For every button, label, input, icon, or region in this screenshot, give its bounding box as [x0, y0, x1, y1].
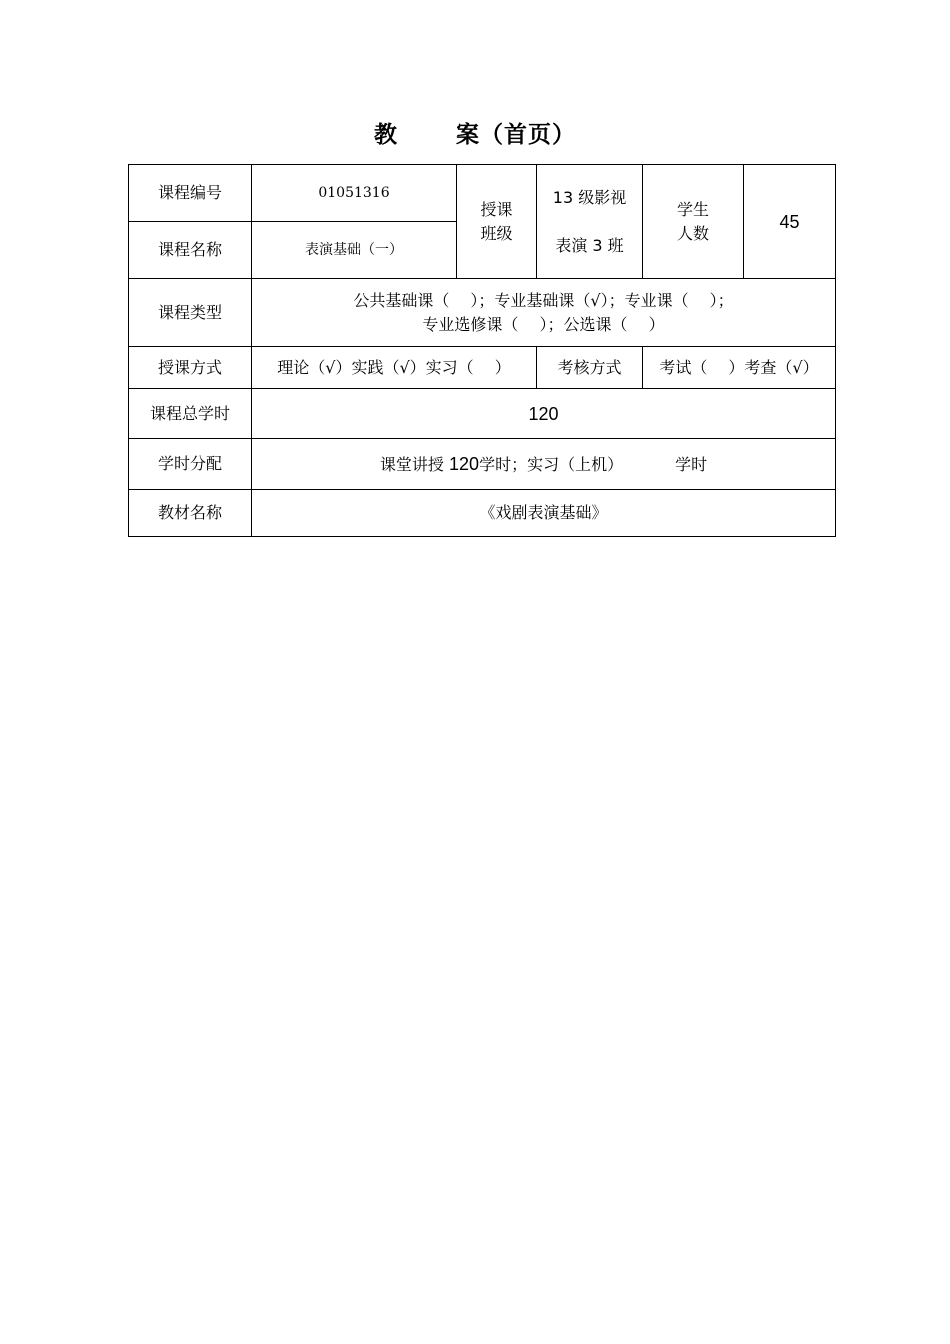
hours-dist-value	[252, 439, 836, 490]
textbook-value: 《戏剧表演基础》	[252, 490, 836, 537]
course-type-line1: 公共基础课（ ）；专业基础课（√）；专业课（ ）；	[353, 290, 734, 310]
total-hours-label: 课程总学时	[129, 389, 252, 439]
title-part1: 教	[374, 122, 398, 148]
class-label	[457, 165, 537, 279]
course-name-value: 表演基础（一）	[252, 222, 457, 279]
hours-dist-part2: 学时；实习（上机）	[479, 454, 624, 474]
students-value: 45	[744, 165, 836, 279]
page-title	[0, 116, 950, 149]
total-hours-value: 120	[252, 389, 836, 439]
course-name-label: 课程名称	[129, 222, 252, 279]
hours-dist-label: 学时分配	[129, 439, 252, 490]
course-code-value: 01051316	[252, 165, 457, 222]
assessment-value: 考试（ ）考查（√）	[643, 347, 836, 389]
table-row	[129, 389, 836, 439]
hours-dist-part1: 课堂讲授	[379, 454, 444, 474]
table-row	[129, 347, 836, 389]
title-part2: 案（首页）	[456, 122, 576, 148]
course-code-label: 课程编号	[129, 165, 252, 222]
class-value	[537, 165, 643, 279]
teaching-method-label: 授课方式	[129, 347, 252, 389]
students-label	[643, 165, 744, 279]
assessment-label: 考核方式	[537, 347, 643, 389]
course-type-line2: 专业选修课（ ）；公选课（ ）	[422, 314, 665, 334]
class-value-line2: 表演 3 班	[555, 235, 624, 255]
hours-dist-lecture: 120	[449, 453, 480, 474]
table-row	[129, 439, 836, 490]
students-label-line1: 学生	[676, 199, 709, 219]
course-type-value	[252, 279, 836, 347]
class-label-line1: 授课	[480, 199, 513, 219]
table-row	[129, 490, 836, 537]
teaching-method-value: 理论（√）实践（√）实习（ ）	[252, 347, 537, 389]
table-row	[129, 279, 836, 347]
table-row	[129, 165, 836, 222]
class-value-line1: 13 级影视	[552, 187, 627, 207]
course-info-table	[128, 164, 836, 537]
hours-dist-part3: 学时	[675, 454, 708, 474]
textbook-label: 教材名称	[129, 490, 252, 537]
class-label-line2: 班级	[480, 223, 513, 243]
course-type-label: 课程类型	[129, 279, 252, 347]
students-label-line2: 人数	[676, 223, 709, 243]
